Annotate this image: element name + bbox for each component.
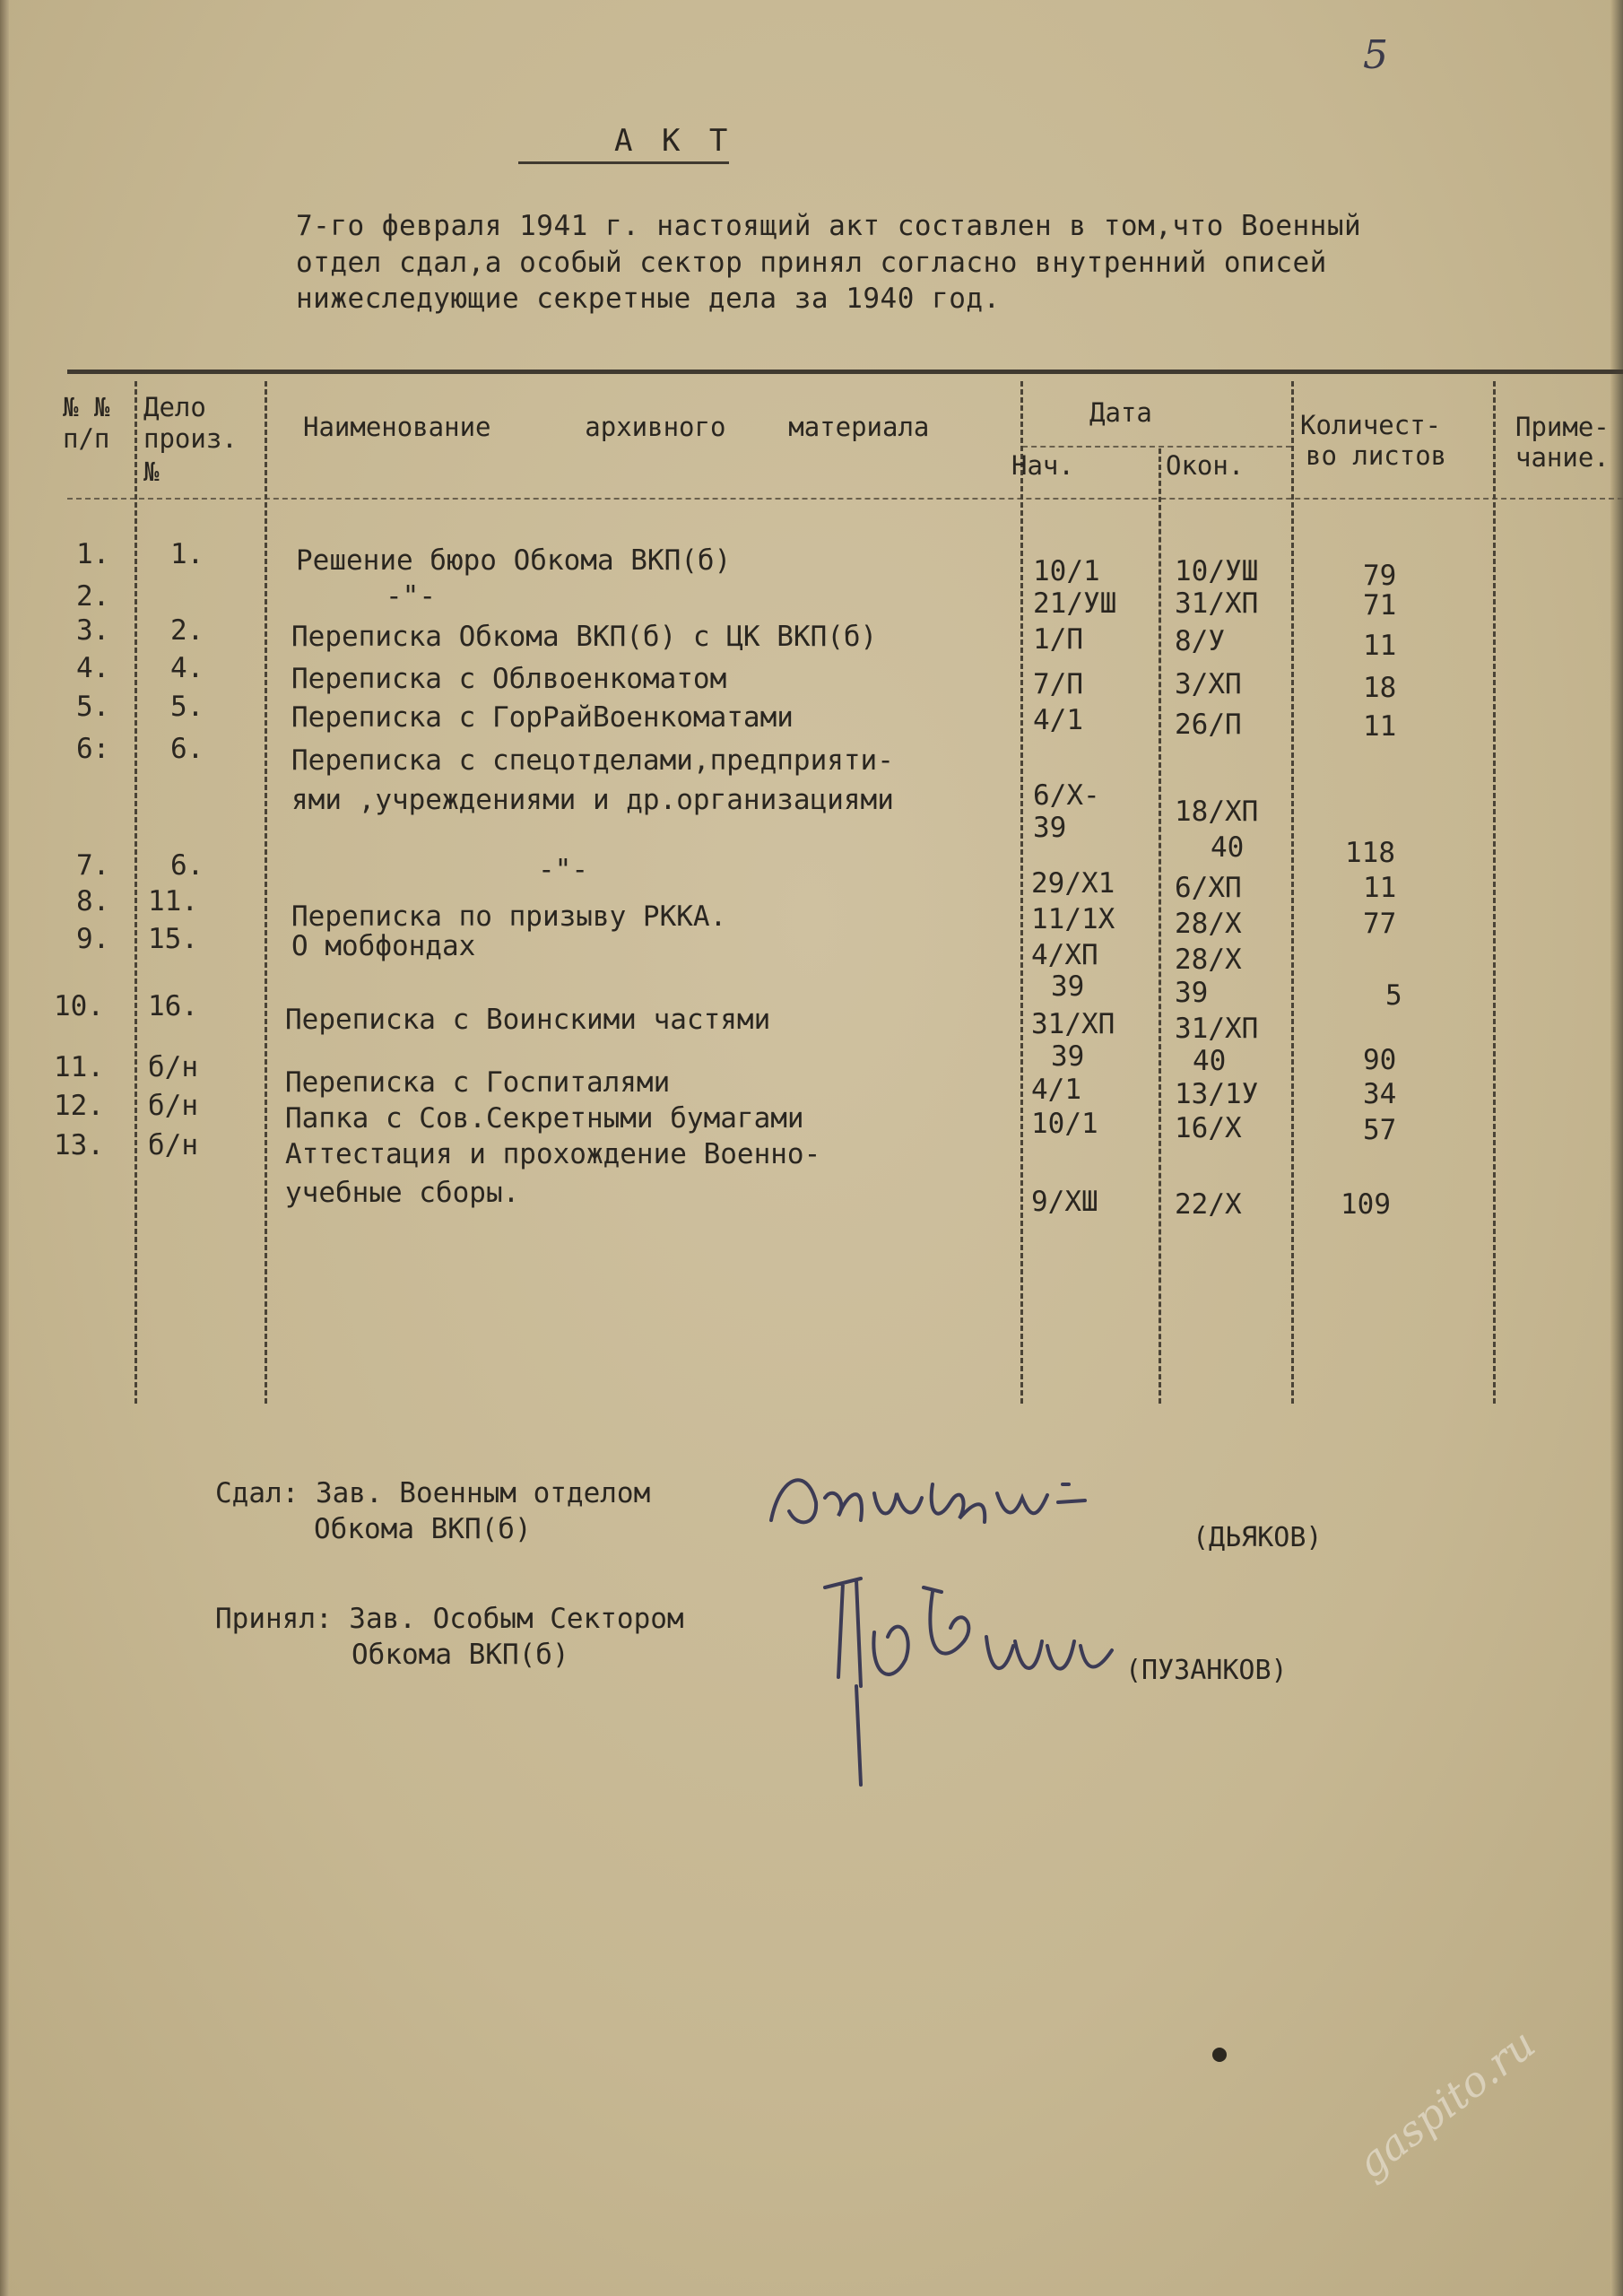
col-divider-num — [135, 381, 137, 1404]
row-6-end: 18/ХП — [1175, 796, 1259, 828]
prinyal-line-2: Обкома ВКП(б) — [352, 1639, 569, 1671]
page-edge-shadow — [1610, 0, 1623, 2296]
row-13-name: Аттестация и прохождение Военно- — [285, 1138, 821, 1170]
row-5-end: 26/П — [1175, 709, 1242, 741]
row-11-case: б/н — [148, 1051, 198, 1083]
row-8-name: Переписка по призыву РККА. — [291, 900, 727, 933]
row-2-num: 2. — [76, 580, 110, 613]
row-13-end: 22/Х — [1175, 1188, 1242, 1221]
prinyal-name: (ПУЗАНКОВ) — [1125, 1655, 1288, 1686]
row-7-name: -"- — [538, 854, 588, 886]
row-11-num: 11. — [54, 1051, 104, 1083]
row-10-qty: 5 — [1385, 979, 1402, 1012]
sdal-name: (ДЬЯКОВ) — [1193, 1522, 1323, 1553]
row-13-qty: 57 — [1363, 1114, 1397, 1146]
row-12-num: 12. — [54, 1090, 104, 1122]
row-10-case: 16. — [148, 990, 198, 1022]
row-2-name: -"- — [386, 580, 436, 613]
row-2-qty: 71 — [1363, 589, 1397, 622]
row-4-end: 3/ХП — [1175, 668, 1242, 700]
row-5-num: 5. — [76, 691, 110, 723]
row-9-num: 9. — [76, 923, 110, 955]
header-case-1: Дело — [143, 392, 206, 422]
row-5-name: Переписка с ГорРайВоенкоматами — [291, 701, 794, 734]
row-8-num: 8. — [76, 885, 110, 918]
row-12-qty: 34 — [1363, 1078, 1397, 1110]
header-date: Дата — [1089, 397, 1152, 428]
binding-edge — [0, 0, 9, 2296]
row-9b-start: 4/ХП — [1031, 939, 1098, 971]
row-6-end-year: 40 — [1211, 831, 1245, 864]
row-3-start: 1/П — [1033, 623, 1083, 656]
row-5-start: 4/1 — [1033, 704, 1083, 736]
row-1-qty: 79 — [1363, 560, 1397, 592]
row-9-start: 11/1Х — [1031, 903, 1115, 935]
header-num-1: № № — [63, 392, 110, 422]
row-11-start: 4/1 — [1031, 1074, 1081, 1106]
col-divider-name — [1020, 381, 1023, 1404]
row-11-end: 13/1У — [1175, 1078, 1259, 1110]
row-10-start: 31/ХП — [1031, 1008, 1115, 1040]
col-divider-end — [1291, 381, 1294, 1404]
row-10-num: 10. — [54, 990, 104, 1022]
row-4-qty: 18 — [1363, 672, 1397, 704]
header-qty-1: Количест- — [1300, 410, 1442, 440]
row-4-start: 7/П — [1033, 668, 1083, 700]
header-case-2: произ. — [143, 423, 238, 454]
row-13-name-cont: учебные сборы. — [285, 1177, 520, 1209]
row-10-start-year: 39 — [1051, 1040, 1085, 1073]
signature-puzankov — [807, 1552, 1166, 1794]
row-3-case: 2. — [170, 614, 204, 647]
row-14-qty: 109 — [1341, 1188, 1391, 1221]
row-7-qty: 118 — [1345, 837, 1395, 869]
row-1-case: 1. — [170, 538, 204, 570]
signature-dyakov — [762, 1448, 1139, 1547]
intro-line-3: нижеследующие секретные дела за 1940 год. — [296, 283, 1001, 315]
header-note-1: Приме- — [1515, 412, 1610, 442]
row-12-case: б/н — [148, 1090, 198, 1122]
row-1-name: Решение бюро Обкома ВКП(б) — [296, 544, 732, 577]
row-13-case: б/н — [148, 1129, 198, 1161]
intro-line-1: 7-го февраля 1941 г. настоящий акт составлен в том,что Военный — [296, 210, 1362, 242]
header-name: Наименование архивного материала — [303, 412, 930, 442]
col-divider-case — [265, 381, 267, 1404]
row-6-case: 6. — [170, 733, 204, 765]
row-13-start: 9/ХШ — [1031, 1186, 1098, 1218]
row-6-start-year: 39 — [1033, 812, 1067, 844]
row-9-end: 28/Х — [1175, 908, 1242, 940]
row-3-name: Переписка Обкома ВКП(б) с ЦК ВКП(б) — [291, 621, 878, 653]
header-num-2: п/п — [63, 423, 110, 454]
row-12-end: 16/Х — [1175, 1112, 1242, 1144]
watermark: gaspito.ru — [1347, 2019, 1544, 2188]
row-13-num: 13. — [54, 1129, 104, 1161]
row-12-start: 10/1 — [1031, 1108, 1098, 1140]
row-4-case: 4. — [170, 652, 204, 684]
row-8-qty: 11 — [1363, 872, 1397, 904]
header-end: Окон. — [1166, 450, 1245, 481]
row-4-num: 4. — [76, 652, 110, 684]
row-5-case: 5. — [170, 691, 204, 723]
row-3-num: 3. — [76, 614, 110, 647]
row-3-end: 8/У — [1175, 625, 1225, 657]
row-2-end: 31/ХП — [1175, 587, 1259, 620]
row-8-case: 11. — [148, 885, 198, 918]
row-7-num: 7. — [76, 849, 110, 882]
row-9b-end-year: 39 — [1175, 977, 1209, 1009]
row-6-start: 6/Х- — [1033, 779, 1100, 812]
prinyal-line-1: Принял: Зав. Особым Сектором — [215, 1603, 684, 1635]
header-start: Нач. — [1011, 450, 1074, 481]
row-9-name: О мобфондах — [291, 930, 476, 962]
table-header-rule — [67, 498, 1623, 500]
row-11-name: Переписка с Госпиталями — [285, 1066, 671, 1099]
document-title: А К Т — [614, 123, 733, 159]
col-divider-start — [1159, 448, 1161, 1404]
header-qty-2: во листов — [1306, 440, 1447, 471]
intro-line-2: отдел сдал,а особый сектор принял согласно внутренний описей — [296, 247, 1327, 279]
table-top-rule — [67, 370, 1623, 374]
row-6-num: 6: — [76, 733, 110, 765]
header-case-3: № — [143, 457, 160, 487]
row-9-qty: 77 — [1363, 908, 1397, 940]
row-8-end: 6/ХП — [1175, 872, 1242, 904]
row-9-case: 15. — [148, 923, 198, 955]
row-5-qty: 11 — [1363, 710, 1397, 743]
row-10-end-year: 40 — [1193, 1045, 1227, 1077]
col-divider-qty — [1493, 381, 1496, 1404]
row-9b-end: 28/Х — [1175, 944, 1242, 976]
ink-spot — [1212, 2048, 1227, 2062]
sdal-line-2: Обкома ВКП(б) — [314, 1513, 532, 1545]
page-number: 5 — [1363, 32, 1388, 78]
row-3-qty: 11 — [1363, 630, 1397, 662]
row-12-name: Папка с Сов.Секретными бумагами — [285, 1102, 804, 1135]
row-4-name: Переписка с Облвоенкоматом — [291, 663, 727, 695]
row-10-name: Переписка с Воинскими частями — [285, 1004, 771, 1036]
row-2-start: 21/УШ — [1033, 587, 1117, 620]
row-9b-start-year: 39 — [1051, 970, 1085, 1003]
header-note-2: чание. — [1515, 442, 1610, 473]
date-subheader-rule — [1022, 446, 1291, 448]
row-10-end: 31/ХП — [1175, 1013, 1259, 1045]
title-underline — [518, 161, 729, 164]
sdal-line-1: Сдал: Зав. Военным отделом — [215, 1477, 651, 1509]
row-7-case: 6. — [170, 849, 204, 882]
row-11-qty: 90 — [1363, 1044, 1397, 1076]
row-1-end: 10/УШ — [1175, 555, 1259, 587]
row-1-start: 10/1 — [1033, 555, 1100, 587]
row-1-num: 1. — [76, 538, 110, 570]
row-6-name: Переписка с спецотделами,предприяти- — [291, 744, 894, 777]
row-6-name-cont: ями ,учреждениями и др.организациями — [291, 784, 894, 816]
row-8-start: 29/Х1 — [1031, 867, 1115, 900]
